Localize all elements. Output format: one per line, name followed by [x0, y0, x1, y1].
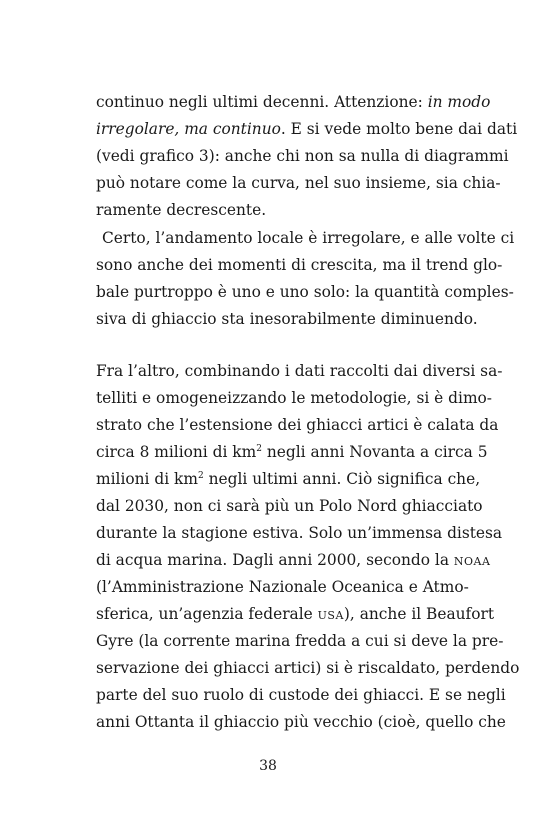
text-span: negli anni Novanta a circa 5	[261, 443, 488, 461]
text-span: negli ultimi anni. Ciò significa che,	[203, 470, 481, 488]
text-line: strato che l’estensione dei ghiacci artici è calata da	[96, 416, 499, 434]
text-line: siva di ghiaccio sta inesorabilmente diminuendo.	[96, 310, 478, 328]
text-line: dal 2030, non ci sarà più un Polo Nord ghiacciato	[96, 497, 483, 515]
text-line	[96, 601, 495, 627]
italic-span: irregolare, ma continuo	[96, 120, 281, 138]
text-span: ), anche il Beaufort	[343, 605, 495, 623]
text-line: bale purtroppo è uno e uno solo: la quantità comples-	[96, 283, 514, 301]
page-number: 38	[259, 758, 277, 774]
text-line: può notare come la curva, nel suo insieme, sia chia-	[96, 174, 501, 192]
superscript: 2	[256, 443, 262, 454]
text-line: anni Ottanta il ghiaccio più vecchio (cioè, quello che	[96, 713, 506, 731]
text-line: (l’Amministrazione Nazionale Oceanica e Atmo-	[96, 578, 469, 596]
text-line: telliti e omogeneizzando le metodologie, si è dimo-	[96, 389, 493, 407]
text-line: Certo, l’andamento locale è irregolare, e alle volte ci	[102, 229, 515, 247]
text-line: parte del suo ruolo di custode dei ghiacci. E se negli	[96, 686, 506, 704]
text-line	[96, 466, 481, 492]
text-line: servazione dei ghiacci artici) si è riscaldato, perdendo	[96, 659, 520, 677]
text-line: sono anche dei momenti di crescita, ma il trend glo-	[96, 256, 503, 274]
italic-span: in modo	[427, 93, 491, 111]
text-line: Fra l’altro, combinando i dati raccolti dai diversi sa-	[96, 362, 503, 380]
text-line	[96, 89, 491, 115]
text-span: continuo negli ultimi decenni. Attenzione:	[96, 93, 428, 111]
text-span: di acqua marina. Dagli anni 2000, secondo la	[96, 551, 454, 569]
text-span: milioni di km	[96, 470, 198, 488]
text-line: Gyre (la corrente marina fredda a cui si deve la pre-	[96, 632, 504, 650]
text-line	[96, 116, 518, 142]
text-line: ramente decrescente.	[96, 201, 267, 219]
acronym-noaa: noaa	[453, 551, 491, 569]
text-line	[96, 547, 491, 573]
text-line: durante la stagione estiva. Solo un’immensa distesa	[96, 524, 503, 542]
text-line	[96, 439, 488, 465]
acronym-usa: usa	[317, 605, 344, 623]
text-span: circa 8 milioni di km	[96, 443, 257, 461]
text-line: (vedi grafico 3): anche chi non sa nulla di diagrammi	[96, 147, 509, 165]
text-span: sferica, un’agenzia federale	[96, 605, 318, 623]
text-span: . E si vede molto bene dai dati	[280, 120, 518, 138]
superscript: 2	[197, 470, 204, 481]
